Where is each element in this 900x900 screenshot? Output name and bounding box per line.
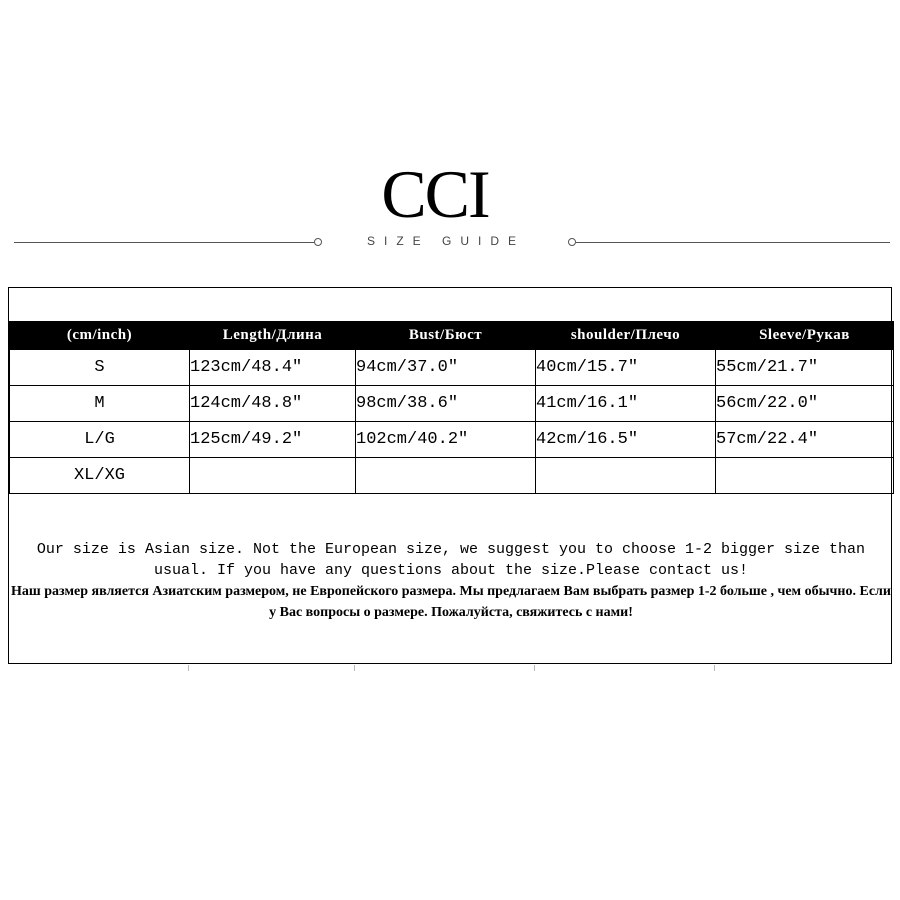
length-cell: 125cm/49.2" (190, 422, 356, 458)
column-tick (714, 665, 715, 671)
divider-line-right (576, 242, 890, 243)
size-cell: XL/XG (10, 458, 190, 494)
size-note-russian: Наш размер является Азиатским размером, не Европейского размера. Мы предлагаем Вам выбрать размер 1-2 больше , чем обычно. Если у Вас вопросы о размере. Пожалуйста, свяжитесь с нами! (11, 584, 891, 620)
shoulder-cell: 41cm/16.1" (536, 386, 716, 422)
bust-cell (356, 458, 536, 494)
bust-cell: 94cm/37.0" (356, 350, 536, 386)
length-cell: 123cm/48.4" (190, 350, 356, 386)
size-note-english: Our size is Asian size. Not the European size, we suggest you to choose 1-2 bigger size than usual. If you have any questions about the size.Please contact us! (36, 541, 866, 579)
length-cell: 124cm/48.8" (190, 386, 356, 422)
header-bust: Bust/Бюст (356, 322, 536, 350)
table-row (10, 350, 894, 386)
divider-dot-left (314, 238, 322, 246)
column-tick (534, 665, 535, 671)
sleeve-cell: 57cm/22.4" (716, 422, 894, 458)
sleeve-cell: 55cm/21.7" (716, 350, 894, 386)
bust-cell: 98cm/38.6" (356, 386, 536, 422)
size-cell: L/G (10, 422, 190, 458)
table-header-row (10, 322, 894, 350)
sleeve-cell (716, 458, 894, 494)
size-guide-subtitle: SIZE GUIDE (366, 234, 525, 248)
table-row (10, 386, 894, 422)
size-cell: M (10, 386, 190, 422)
table-row (10, 458, 894, 494)
header-length: Length/Длина (190, 322, 356, 350)
shoulder-cell: 42cm/16.5" (536, 422, 716, 458)
size-note (9, 539, 893, 623)
table-row (10, 422, 894, 458)
size-guide-divider (14, 232, 890, 252)
column-tick (188, 665, 189, 671)
brand-logo: CCI (381, 156, 489, 232)
size-cell: S (10, 350, 190, 386)
size-table (9, 321, 894, 494)
size-chart-sheet (8, 287, 892, 664)
header-sleeve: Sleeve/Рукав (716, 322, 894, 350)
shoulder-cell: 40cm/15.7" (536, 350, 716, 386)
bust-cell: 102cm/40.2" (356, 422, 536, 458)
header-unit: (cm/inch) (10, 322, 190, 350)
sleeve-cell: 56cm/22.0" (716, 386, 894, 422)
divider-line-left (14, 242, 314, 243)
length-cell (190, 458, 356, 494)
shoulder-cell (536, 458, 716, 494)
column-tick (354, 665, 355, 671)
header-shoulder: shoulder/Плечо (536, 322, 716, 350)
divider-dot-right (568, 238, 576, 246)
